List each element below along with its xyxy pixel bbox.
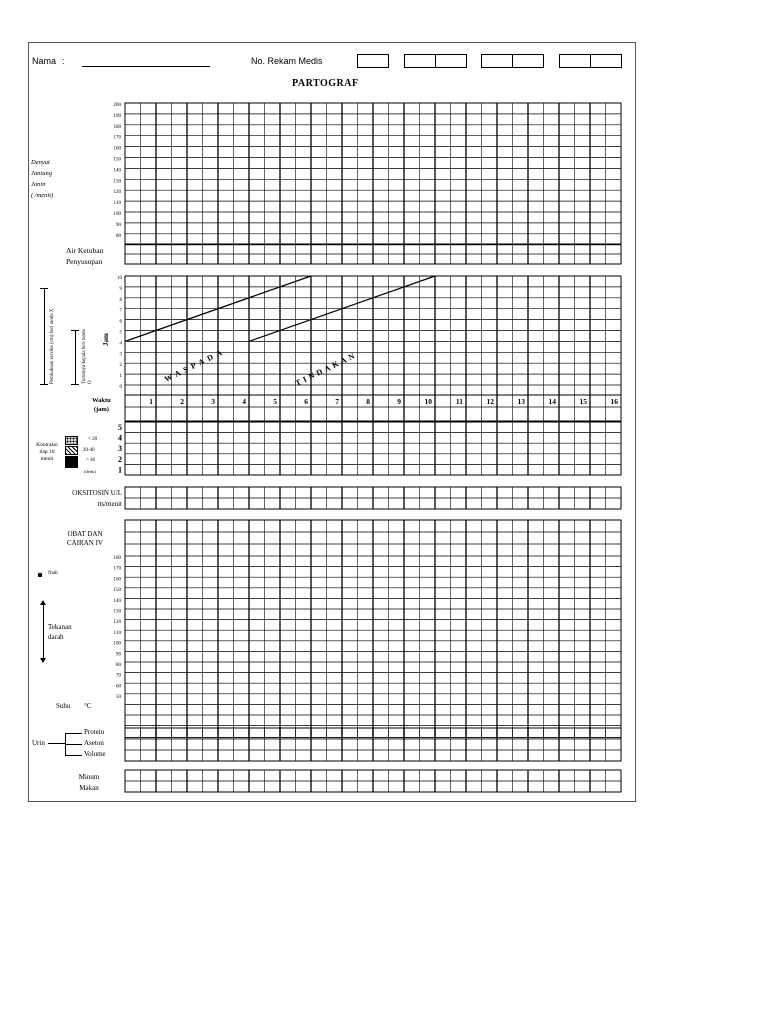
djj-label-line-2: Jantung xyxy=(31,170,52,177)
nadi-label: Nadi xyxy=(48,571,58,576)
kontraksi-scale-tick: 2 xyxy=(118,454,122,464)
serviks-scale-tick: 10 xyxy=(117,276,122,281)
kepala-label: Turunnya kepala beri tanda O xyxy=(82,329,93,384)
kontraksi-scale-tick: 1 xyxy=(118,465,122,475)
obat-scale-tick: 60 xyxy=(116,684,121,690)
djj-scale-tick: 80 xyxy=(116,233,121,239)
obat-scale-tick: 140 xyxy=(113,598,121,604)
obat-scale-tick: 130 xyxy=(113,609,121,615)
kontraksi-label-line-2: tiap 10 xyxy=(39,449,55,455)
serviks-scale-tick: 1 xyxy=(119,374,122,380)
protein-label: Protein xyxy=(84,728,105,736)
djj-scale-tick: 100 xyxy=(113,212,121,217)
hour-label: 3 xyxy=(211,397,215,406)
djj-scale-tick: 180 xyxy=(113,124,121,130)
obat-scale-tick: 80 xyxy=(116,663,121,668)
serviks-label: Pembukaan serviks (cm) beri tanda X xyxy=(50,308,55,384)
waktu-label-line-2: (jam) xyxy=(93,406,109,413)
djj-label-line-1: Denyut xyxy=(31,159,50,166)
tindakan-label: TINDAKAN xyxy=(293,350,359,388)
serviks-scale-tick: 3 xyxy=(119,352,122,358)
hour-label: 9 xyxy=(397,397,401,406)
djj-scale-tick: 200 xyxy=(113,103,121,108)
obat-scale-tick: 150 xyxy=(113,588,121,594)
hour-label: 2 xyxy=(180,397,184,406)
kontraksi-label-line-1: Kontraksi xyxy=(36,442,58,448)
hour-label: 5 xyxy=(273,397,277,406)
hour-label: 8 xyxy=(366,397,370,406)
volume-label: Volume xyxy=(84,750,106,758)
serviks-scale-tick: 6 xyxy=(119,319,122,325)
obat-scale-tick: 120 xyxy=(113,620,121,626)
hour-label: 4 xyxy=(242,397,246,406)
nama-colon: : xyxy=(62,56,65,66)
air-ketuban-label: Air Ketuban xyxy=(66,246,104,255)
obat-scale-tick: 170 xyxy=(113,566,121,572)
suhu-unit: °C xyxy=(84,702,92,710)
obat-scale-tick: 90 xyxy=(116,652,121,658)
serviks-scale-tick: 4 xyxy=(119,341,122,347)
djj-scale-tick: 90 xyxy=(116,222,121,228)
makan-label: Makan xyxy=(79,784,99,792)
serviks-scale-tick: 7 xyxy=(119,308,122,314)
serviks-scale-tick: 5 xyxy=(119,330,122,336)
hour-label: 16 xyxy=(610,397,618,406)
djj-scale-tick: 140 xyxy=(113,168,121,174)
hour-label: 14 xyxy=(548,397,556,406)
hour-label: 10 xyxy=(424,397,432,406)
obat-scale-tick: 100 xyxy=(113,641,121,647)
obat-scale-tick: 70 xyxy=(116,673,121,679)
legend-gt40: > 40 xyxy=(86,458,96,463)
hour-label: 7 xyxy=(335,397,339,406)
hour-label: 13 xyxy=(517,397,525,406)
serviks-scale-tick: 0 xyxy=(119,385,122,390)
waspada-label: WASPADA xyxy=(162,346,228,384)
rekam-medis-label: No. Rekam Medis xyxy=(251,56,323,66)
jam-label: Jam xyxy=(102,333,110,346)
legend-unit: (detik) xyxy=(84,469,96,474)
djj-scale-tick: 120 xyxy=(113,190,121,196)
serviks-scale-tick: 8 xyxy=(119,297,122,303)
hour-label: 6 xyxy=(304,397,308,406)
obat-scale-tick: 180 xyxy=(113,556,121,561)
nama-label: Nama xyxy=(32,56,57,66)
obat-label-line-2: CAIRAN IV xyxy=(67,539,103,547)
legend-2040: 20-40 xyxy=(83,448,95,453)
djj-scale-tick: 110 xyxy=(113,201,121,207)
hour-label: 15 xyxy=(579,397,587,406)
aseton-label: Aseton xyxy=(84,739,104,747)
hour-label: 1 xyxy=(149,397,153,406)
djj-scale-tick: 170 xyxy=(113,135,121,141)
tekanan-label-line-1: Tekanan xyxy=(48,623,72,631)
hour-label: 11 xyxy=(455,397,463,406)
djj-scale-tick: 190 xyxy=(113,113,121,119)
djj-scale-tick: 130 xyxy=(113,179,121,185)
legend-lt20: < 20 xyxy=(88,437,98,442)
page-title: PARTOGRAF xyxy=(292,78,359,89)
djj-label-line-3: Janin xyxy=(31,181,46,188)
obat-scale-tick: 160 xyxy=(113,577,121,583)
suhu-label: Suhu xyxy=(56,702,71,710)
oksitosin-label-line-1: OKSITOSIN U/L xyxy=(72,489,122,497)
urin-label: Urin xyxy=(32,739,45,747)
oksitosin-label-line-2: tts/menit xyxy=(97,500,122,508)
serviks-scale-tick: 9 xyxy=(119,286,122,292)
obat-label-line-1: OBAT DAN xyxy=(67,530,103,538)
penyusupan-label: Penyusupan xyxy=(66,257,103,266)
kontraksi-label-line-3: menit xyxy=(40,456,54,462)
tekanan-label-line-2: darah xyxy=(48,633,64,641)
djj-scale-tick: 150 xyxy=(113,157,121,163)
obat-scale-tick: 50 xyxy=(116,695,121,701)
hour-label: 12 xyxy=(486,397,494,406)
minum-label: Minum xyxy=(78,773,100,781)
kontraksi-scale-tick: 5 xyxy=(118,423,122,432)
kontraksi-scale-tick: 3 xyxy=(118,444,122,454)
waktu-label-line-1: Waktu xyxy=(92,397,111,404)
djj-label-line-4: ( /menit) xyxy=(31,192,54,199)
kontraksi-scale-tick: 4 xyxy=(118,433,122,443)
djj-scale-tick: 160 xyxy=(113,146,121,152)
serviks-scale-tick: 2 xyxy=(119,363,122,369)
obat-scale-tick: 110 xyxy=(113,630,121,636)
